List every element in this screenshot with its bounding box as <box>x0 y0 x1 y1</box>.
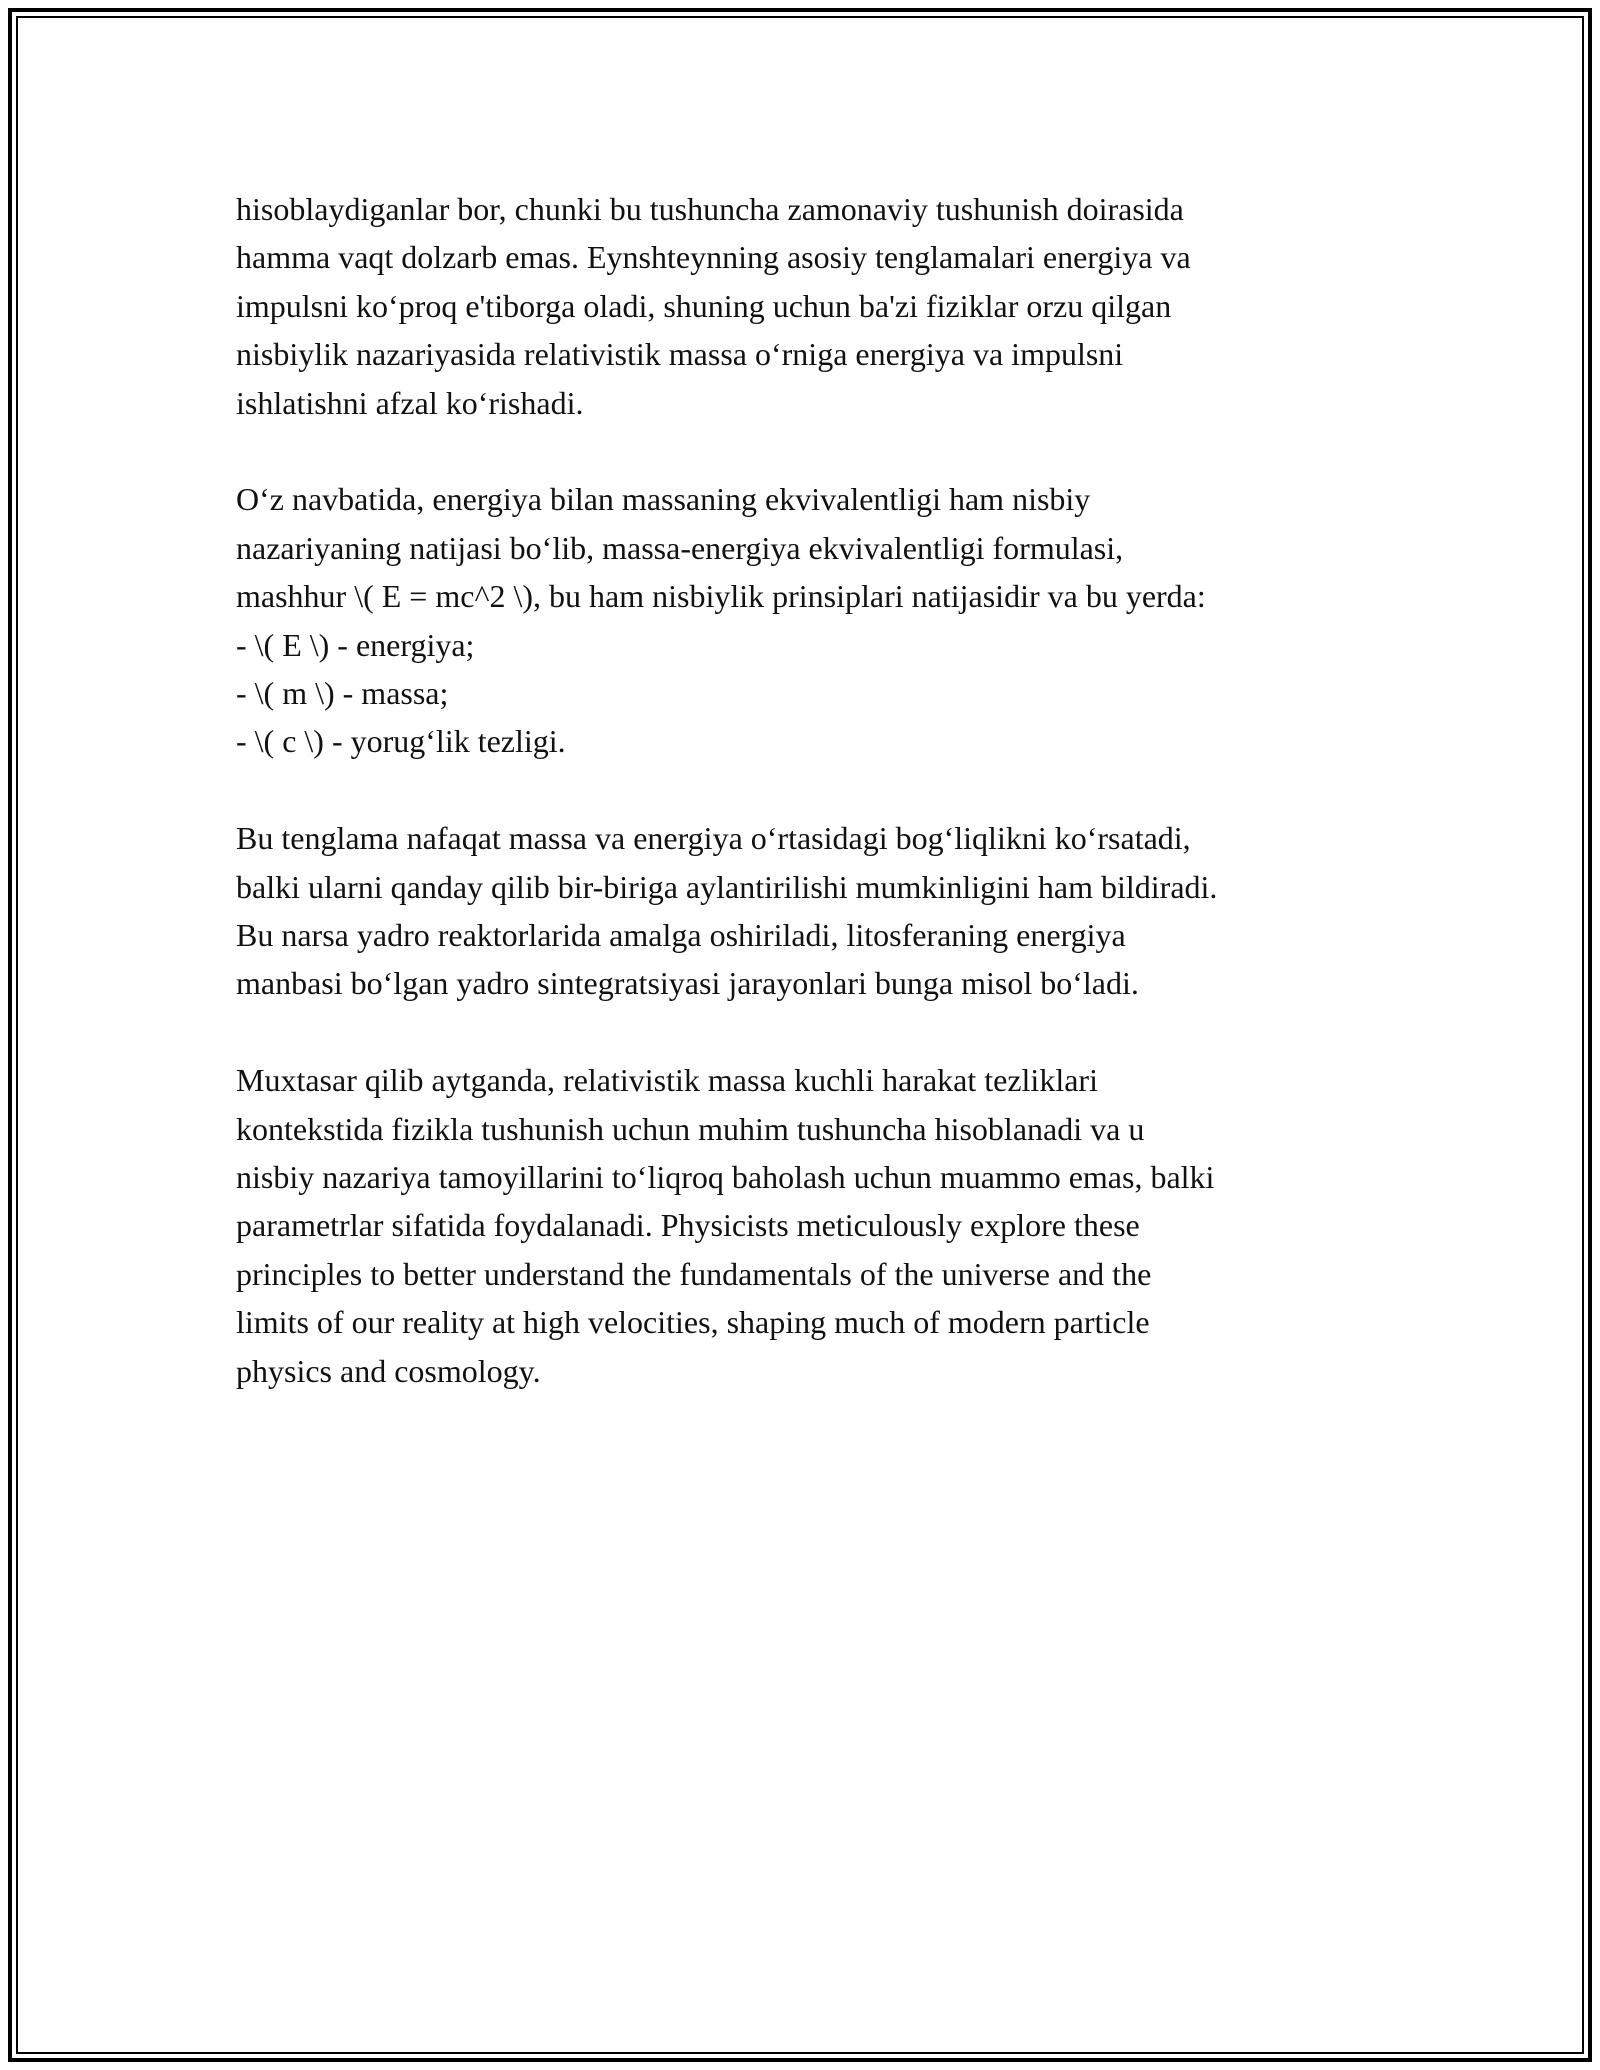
text-line: nisbiy nazariya tamoyillarini to‘liqroq baholash uchun muammo emas, balki <box>236 1159 1215 1196</box>
text-line: manbasi bo‘lgan yadro sintegratsiyasi jarayonlari bunga misol bo‘ladi. <box>236 965 1139 1002</box>
paragraph-relativistic-mass <box>236 185 1416 427</box>
text-line: O‘z navbatida, energiya bilan massaning ekvivalentligi ham nisbiy <box>236 481 1091 518</box>
text-line: principles to better understand the fundamentals of the universe and the <box>236 1255 1152 1292</box>
text-line: physics and cosmology. <box>236 1352 541 1389</box>
text-line: limits of our reality at high velocities, shaping much of modern particle <box>236 1304 1150 1341</box>
text-line: mashhur \( E = mc^2 \), bu ham nisbiylik prinsiplari natijasidir va bu yerda: <box>236 578 1206 615</box>
text-line: parametrlar sifatida foydalanadi. Physicists meticulously explore these <box>236 1207 1140 1244</box>
text-line: Bu tenglama nafaqat massa va energiya o‘rtasidagi bog‘liqlikni ko‘rsatadi, <box>236 820 1191 857</box>
paragraph-mass-energy-equivalence <box>236 475 1416 765</box>
paragraph-summary <box>236 1056 1416 1395</box>
paragraph-equation-meaning <box>236 814 1416 1008</box>
text-line: nazariyaning natijasi bo‘lib, massa-energiya ekvivalentligi formulasi, <box>236 529 1124 566</box>
text-line: ishlatishni afzal ko‘rishadi. <box>236 384 584 421</box>
text-line: impulsni ko‘proq e'tiborga oladi, shuning uchun ba'zi fiziklar orzu qilgan <box>236 287 1172 324</box>
text-line: balki ularni qanday qilib bir-biriga aylantirilishi mumkinligini ham bildiradi. <box>236 868 1218 905</box>
document-body <box>236 185 1416 1444</box>
text-line: hamma vaqt dolzarb emas. Eynshteynning asosiy tenglamalari energiya va <box>236 239 1191 276</box>
list-item-energy: - \( E \) - energiya; <box>236 626 475 663</box>
text-line: hisoblaydiganlar bor, chunki bu tushuncha zamonaviy tushunish doirasida <box>236 191 1184 227</box>
list-item-speed-of-light: - \( c \) - yorug‘lik tezligi. <box>236 723 566 760</box>
text-line: Muxtasar qilib aytganda, relativistik massa kuchli harakat tezliklari <box>236 1062 1098 1099</box>
text-line: nisbiylik nazariyasida relativistik massa o‘rniga energiya va impulsni <box>236 336 1124 373</box>
text-line: Bu narsa yadro reaktorlarida amalga oshiriladi, litosferaning energiya <box>236 917 1126 954</box>
text-line: kontekstida fizikla tushunish uchun muhim tushuncha hisoblanadi va u <box>236 1110 1145 1147</box>
list-item-mass: - \( m \) - massa; <box>236 675 449 712</box>
